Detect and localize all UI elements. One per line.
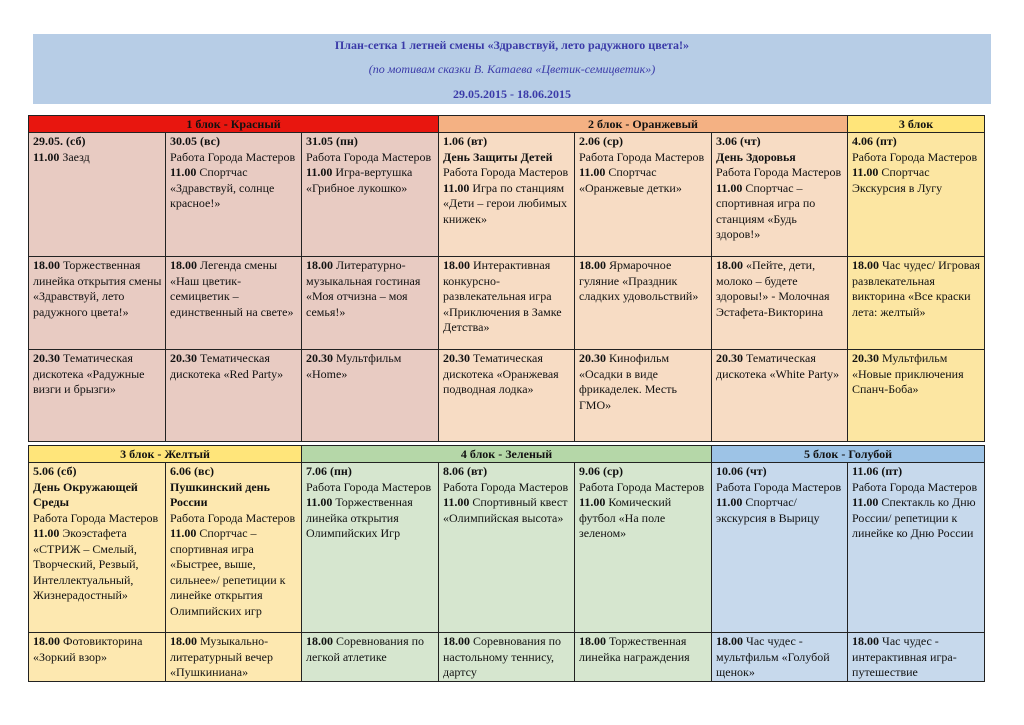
activity-text: Литературно-музыкальная гостиная «Моя отчизна – моя семья!» <box>306 258 421 319</box>
activity-text: Заезд <box>62 149 90 164</box>
activity-text: Спортивный квест «Олимпийская высота» <box>443 495 568 525</box>
activity-text: Тематическая дискотека «Оранжевая подводная лодка» <box>443 351 559 396</box>
activity-text: Торжественная линейка награждения <box>579 634 690 664</box>
schedule-cell <box>848 350 985 442</box>
schedule-cell <box>166 350 302 442</box>
schedule-cell <box>848 463 985 633</box>
activity-time: 18.00 <box>443 634 470 648</box>
activity-text: Тематическая дискотека «Радужные визги и брызги» <box>33 351 145 396</box>
activity-time: 20.30 <box>443 351 470 365</box>
schedule-cell <box>29 463 166 633</box>
activity-text: Работа Города Мастеров <box>170 510 296 525</box>
activity-time: 11.00 <box>33 526 60 540</box>
block-3-yellow-header: 3 блок - Желтый <box>29 446 302 463</box>
activity-text: Торжественная линейка открытия Олимпийских Игр <box>306 495 413 540</box>
activity-text: Работа Города Мастеров <box>579 149 705 164</box>
activity-text: Час чудес - интерактивная игра-путешествие <box>852 634 957 679</box>
activity-text: Работа Города Мастеров <box>716 165 842 179</box>
schedule-cell <box>575 633 712 682</box>
activity-time: 11.00 <box>716 495 743 509</box>
day-theme: День Окружающей Среды <box>33 479 138 509</box>
activity-time: 18.00 <box>170 634 197 648</box>
activity-time: 20.30 <box>579 351 606 365</box>
activity-text: Интерактивная конкурсно-развлекательная игра «Приключения в Замке Детства» <box>443 258 562 334</box>
activity-time: 18.00 <box>33 258 60 272</box>
day-date: 1.06 (вт) <box>443 134 488 148</box>
schedule-cell <box>439 257 575 350</box>
activity-text: Торжественная линейка открытия смены «Здравствуй, лето радужного цвета!» <box>33 258 162 319</box>
day-date: 7.06 (пн) <box>306 464 352 478</box>
activity-text: Работа Города Мастеров <box>443 479 569 494</box>
block-5-blue-header: 5 блок - Голубой <box>712 446 985 463</box>
activity-text: Спектакль ко Дню России/ репетиции к линейке ко Дню России <box>852 495 976 540</box>
activity-time: 11.00 <box>170 165 197 179</box>
activity-time: 11.00 <box>306 495 333 509</box>
schedule-cell <box>302 633 439 682</box>
schedule-cell <box>439 463 575 633</box>
activity-time: 18.00 <box>170 258 197 272</box>
schedule-cell <box>302 133 439 257</box>
schedule-cell <box>712 350 848 442</box>
schedule-cell <box>302 257 439 350</box>
page-header <box>33 34 991 104</box>
schedule-cell <box>166 133 302 257</box>
activity-text: Работа Города Мастеров <box>852 479 978 494</box>
activity-time: 11.00 <box>852 495 879 509</box>
block-2-orange-header: 2 блок - Оранжевый <box>439 116 848 133</box>
activity-time: 18.00 <box>579 634 606 648</box>
schedule-cell <box>29 350 166 442</box>
day-date: 9.06 (ср) <box>579 464 623 478</box>
activity-text: Мультфильм «Home» <box>306 351 402 381</box>
day-date: 11.06 (пт) <box>852 464 903 478</box>
activity-text: Фотовикторина «Зоркий взор» <box>33 634 143 664</box>
activity-text: Музыкально-литературный вечер «Пушкиниана» <box>170 634 273 679</box>
activity-time: 18.00 <box>306 258 333 272</box>
activity-time: 18.00 <box>443 258 470 272</box>
day-date: 4.06 (пт) <box>852 134 897 148</box>
schedule-cell <box>439 350 575 442</box>
activity-text: «Пейте, дети, молоко – будете здоровы!» - Молочная Эстафета-Викторина <box>716 258 830 319</box>
block-3-header: 3 блок <box>848 116 985 133</box>
activity-text: Игра-вертушка «Грибное лукошко» <box>306 165 413 195</box>
activity-time: 20.30 <box>306 351 333 365</box>
activity-text: Соревнования по легкой атлетике <box>306 634 425 664</box>
activity-time: 11.00 <box>306 165 333 179</box>
day-date: 10.06 (чт) <box>716 464 767 478</box>
schedule-cell <box>29 257 166 350</box>
activity-time: 18.00 <box>33 634 60 648</box>
day-date: 6.06 (вс) <box>170 464 214 478</box>
activity-text: Спортчас «Оранжевые детки» <box>579 165 682 195</box>
schedule-cell <box>575 133 712 257</box>
schedule-week-2 <box>28 445 985 682</box>
activity-text: Час чудес/ Игровая развлекательная викторина «Все краски лета: желтый» <box>852 258 981 319</box>
schedule-cell <box>848 257 985 350</box>
schedule-cell <box>29 633 166 682</box>
day-date: 31.05 (пн) <box>306 134 358 148</box>
day-date: 3.06 (чт) <box>716 134 761 148</box>
schedule-week-1 <box>28 115 985 442</box>
activity-text: Работа Города Мастеров <box>170 149 296 164</box>
schedule-cell <box>712 633 848 682</box>
schedule-cell <box>848 633 985 682</box>
activity-time: 11.00 <box>852 165 879 179</box>
activity-time: 11.00 <box>170 526 197 540</box>
activity-time: 20.30 <box>170 351 197 365</box>
day-date: 2.06 (ср) <box>579 134 623 148</box>
activity-text: Спортчас «Здравствуй, солнце красное!» <box>170 165 275 210</box>
activity-time: 11.00 <box>443 180 470 195</box>
schedule-cell <box>848 133 985 257</box>
activity-time: 11.00 <box>716 180 743 195</box>
activity-text: Тематическая дискотека «White Party» <box>716 351 840 381</box>
schedule-cell <box>712 257 848 350</box>
block-4-green-header: 4 блок - Зеленый <box>302 446 712 463</box>
schedule-cell <box>712 463 848 633</box>
schedule-cell <box>712 133 848 257</box>
block-1-red-header: 1 блок - Красный <box>29 116 439 133</box>
activity-text: Мультфильм «Новые приключения Спанч-Боба» <box>852 351 964 396</box>
activity-time: 20.30 <box>716 351 743 365</box>
activity-text: Спортчас – спортивная игра по станциям «Будь здоров!» <box>716 180 816 241</box>
activity-text: Работа Города Мастеров <box>443 165 569 179</box>
activity-time: 18.00 <box>716 258 743 272</box>
activity-text: Работа Города Мастеров <box>33 510 159 525</box>
activity-text: Работа Города Мастеров <box>306 479 432 494</box>
activity-text: Ярмарочное гуляние «Праздник сладких удовольствий» <box>579 258 699 303</box>
activity-text: Тематическая дискотека «Red Party» <box>170 351 284 381</box>
plan-title: План-сетка 1 летней смены «Здравствуй, лето радужного цвета!» <box>334 38 690 52</box>
activity-time: 20.30 <box>852 351 879 365</box>
activity-text: Легенда смены «Наш цветик-семицветик – единственный на свете» <box>170 258 294 319</box>
activity-text: Соревнования по настольному теннису, дартсу <box>443 634 562 679</box>
activity-time: 20.30 <box>33 351 60 365</box>
activity-time: 11.00 <box>443 495 470 509</box>
schedule-cell <box>166 463 302 633</box>
activity-time: 18.00 <box>579 258 606 272</box>
day-theme: Пушкинский день России <box>170 479 270 509</box>
activity-time: 18.00 <box>852 258 879 272</box>
activity-time: 11.00 <box>579 165 606 179</box>
activity-text: Комический футбол «На поле зеленом» <box>579 495 672 540</box>
day-theme: День Защиты Детей <box>443 149 553 164</box>
activity-text: Спортчас/ экскурсия в Вырицу <box>716 495 820 525</box>
activity-text: Кинофильм «Осадки в виде фрикаделек. Месть ГМО» <box>579 351 677 412</box>
day-date: 5.06 (сб) <box>33 464 77 478</box>
activity-text: Работа Города Мастеров <box>852 149 978 164</box>
day-date: 29.05. (сб) <box>33 134 86 148</box>
activity-text: Работа Города Мастеров <box>716 479 842 494</box>
schedule-cell <box>29 133 166 257</box>
plan-subtitle: (по мотивам сказки В. Катаева «Цветик-семицветик») <box>368 62 656 76</box>
plan-dates: 29.05.2015 - 18.06.2015 <box>453 87 571 101</box>
activity-time: 18.00 <box>306 634 333 648</box>
activity-text: Час чудес - мультфильм «Голубой щенок» <box>716 634 830 679</box>
day-date: 8.06 (вт) <box>443 464 488 478</box>
activity-time: 18.00 <box>716 634 744 648</box>
activity-text: Работа Города Мастеров <box>579 479 705 494</box>
schedule-cell <box>302 350 439 442</box>
schedule-cell <box>575 350 712 442</box>
activity-text: Экоэстафета «СТРИЖ – Смелый, Творческий, Резвый, Интеллектуальный, Жизнерадостный» <box>33 526 139 602</box>
schedule-cell <box>439 133 575 257</box>
schedule-cell <box>166 257 302 350</box>
schedule-cell <box>439 633 575 682</box>
schedule-cell <box>302 463 439 633</box>
day-theme: День Здоровья <box>716 149 796 164</box>
activity-text: Спортчас Экскурсия в Лугу <box>852 165 943 195</box>
day-date: 30.05 (вс) <box>170 134 220 148</box>
schedule-cell <box>575 257 712 350</box>
schedule-cell <box>575 463 712 633</box>
activity-time: 11.00 <box>33 149 60 164</box>
activity-text: Игра по станциям «Дети – герои любимых книжек» <box>443 180 567 226</box>
activity-time: 11.00 <box>579 495 606 509</box>
activity-time: 18.00 <box>852 634 880 648</box>
schedule-cell <box>166 633 302 682</box>
activity-text: Работа Города Мастеров <box>306 149 432 164</box>
activity-text: Спортчас – спортивная игра «Быстрее, выше, сильнее»/ репетиции к линейке открытия Олимпийских игр <box>170 526 286 618</box>
